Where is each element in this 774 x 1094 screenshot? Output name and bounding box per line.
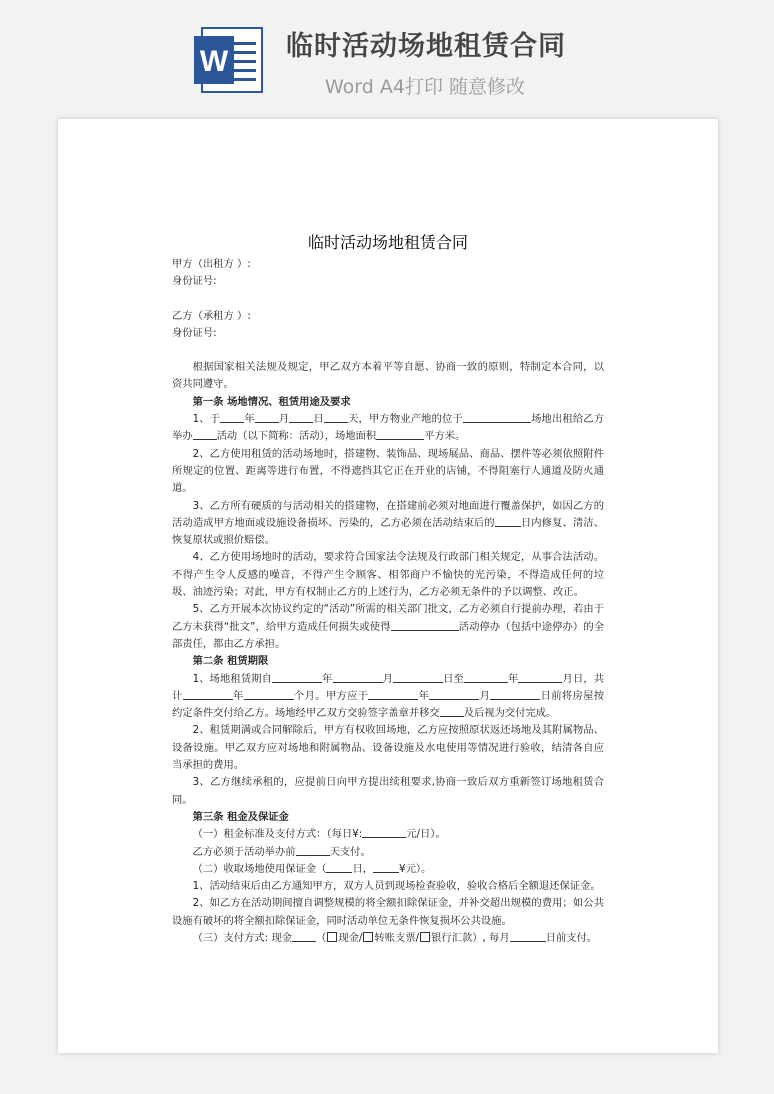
article-3-deposit-refund: 1、活动结束后由乙方通知甲方，双方人员到现场检查验收，验收合格后全额退还保证金。 — [192, 880, 601, 893]
party-a-id-line: 身份证号: — [172, 275, 217, 288]
checkbox-transfer-check[interactable] — [363, 932, 373, 942]
checkbox-bank-remittance[interactable] — [420, 932, 430, 942]
article-2-clause-2: 2、租赁期满或合同解除后，甲方有权收回场地，乙方应按照原状返还场地及其附属物品、设备设施。甲乙双方应对场地和附属物品、设备设施及水电使用等情况进行验收，结清各自应当承担的费用。 — [172, 724, 604, 772]
article-1-clause-2: 2、乙方使用租赁的活动场地时，搭建物、装饰品、现场展品、商品、摆件等必须依照附件所规定的位置、距离等进行布置，不得遮挡其它正在开业的店铺，不得阻塞行人通道及防火通道。 — [172, 447, 604, 495]
article-2-clause-3: 3、乙方继续承租的，应提前日向甲方提出续租要求,协商一致后双方重新签订场地租赁合同。 — [172, 776, 604, 806]
article-3-rent-standard: （一）租金标准及支付方式：（每日¥: 元/日）。 — [192, 828, 446, 841]
article-2-heading: 第二条 租赁期限 — [192, 655, 269, 668]
party-a-line: 甲方（出租方 ）: — [172, 258, 251, 270]
article-1-clause-5: 5、乙方开展本次协议约定的“活动”所需的相关部门批文，乙方必须自行提前办理，若由于乙方未获得“批文”，给甲方造成任何损失或使得 活动停办（包括中途停办）的全部责任，都由乙方承担。 — [172, 603, 605, 650]
preamble-paragraph: 根据国家相关法规及规定，甲乙双方本着平等自愿、协商一致的原则，特制定本合同，以资共同遵守。 — [172, 361, 604, 391]
checkbox-cash[interactable] — [327, 932, 337, 942]
article-1-clause-1: 1、于 年 月 日 天，甲方物业产地的位于 场地出租给乙方举办 活动（以下简称：活动），场地面积 平方米。 — [172, 413, 605, 443]
article-3-heading: 第三条 租金及保证金 — [192, 810, 289, 823]
document-body — [172, 256, 604, 947]
header-title: 临时活动场地租赁合同 — [286, 31, 566, 62]
party-b-id-line: 身份证号: — [172, 326, 217, 339]
document-title: 临时活动场地租赁合同 — [307, 233, 468, 252]
article-3-rent-deadline: 乙方必须于活动举办前 天支付。 — [192, 845, 371, 858]
article-3-deposit-deduction: 2、如乙方在活动期间擅自调整规模的将全额扣除保证金，并补交超出规模的费用；如公共设施有破坏的将全额扣除保证金，同时活动单位无条件恢复损坏公共设施。 — [172, 897, 604, 927]
article-2-clause-1: 1、场地租赁期自 年 月 日至 年 月日，共计 年 个月。甲方应于 年 月 日前将房屋按约定条件交付给乙方。场地经甲乙双方交验签字盖章并移交 及后视为交付完成。 — [172, 672, 605, 720]
article-1-clause-3: 3、乙方所有硬质的与活动相关的搭建物，在搭建前必须对地面进行覆盖保护，如因乙方的活动造成甲方地面或设施设备损坏、污染的，乙方必须在活动结束后的 日内修复、清洁、恢复原状或照价赔偿。 — [172, 499, 605, 547]
word-icon-letter: W — [199, 45, 229, 78]
document-page — [58, 119, 718, 1053]
article-1-heading: 第一条 场地情况、租赁用途及要求 — [192, 395, 351, 408]
article-1-clause-4: 4、乙方使用场地时的活动，要求符合国家法令法规及行政部门相关规定，从事合法活动。不得产生令人反感的噪音，不得产生令顾客、相邻商户不愉快的光污染，不得造成任何的垃圾、油迹污染；对此，甲方有权制止乙方的上述行为，乙方必须无条件的予以调整、改正。 — [172, 551, 604, 599]
article-3-deposit: （二）收取场地使用保证金（ 日， ¥元）。 — [192, 862, 432, 875]
header-banner — [0, 0, 774, 110]
word-document-icon — [192, 24, 264, 96]
party-b-line: 乙方（承租方 ）: — [172, 309, 251, 322]
article-3-payment-method: （三）支付方式: 现金 （ 现金/ 转账支票/ 银行汇款）, 每月 日前支付。 — [192, 931, 598, 944]
header-subtitle: Word A4打印 随意修改 — [325, 76, 526, 98]
